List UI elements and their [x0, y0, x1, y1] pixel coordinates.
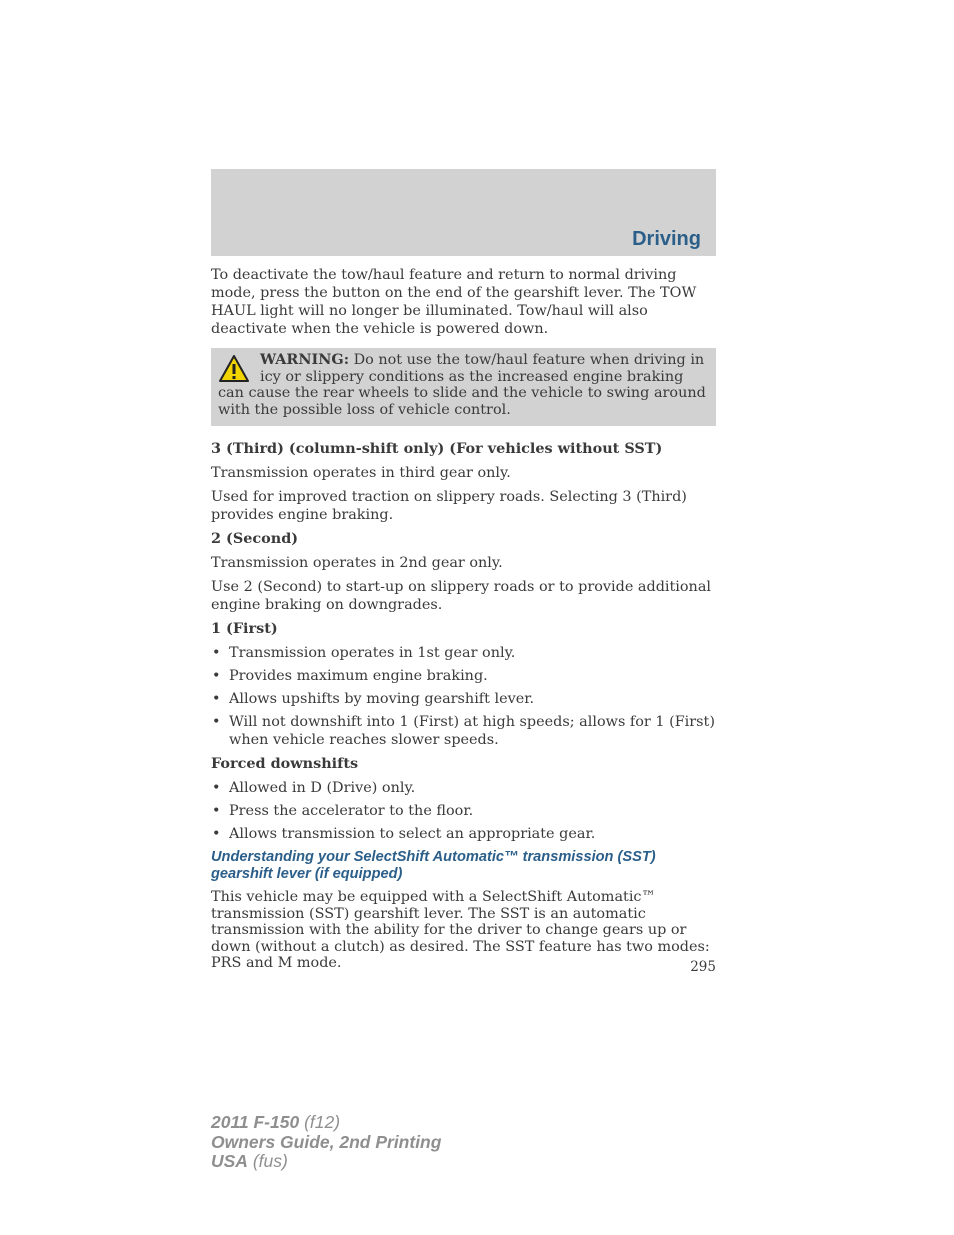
bullet-icon: • [212, 826, 221, 842]
sst-section-heading: Understanding your SelectShift Automatic™ transmission (SST) gearshift lever (if equipped) [211, 849, 656, 882]
forced-downshifts-heading: Forced downshifts [211, 755, 359, 772]
warning-label: WARNING: [260, 351, 350, 368]
bullet-icon: • [212, 691, 221, 707]
page-content [211, 266, 716, 978]
bullet-icon: • [212, 645, 221, 661]
warning-triangle-icon [218, 354, 250, 384]
footer-imprint [211, 1113, 441, 1172]
footer-line-market: USA (fus) [211, 1151, 288, 1171]
bullet-icon: • [212, 668, 221, 684]
list-item: • Allows transmission to select an appropriate gear. [212, 826, 596, 842]
first-gear-list [211, 644, 716, 749]
section-title: Driving [632, 228, 701, 250]
bullet-icon: • [212, 714, 221, 730]
footer-line-guide: Owners Guide, 2nd Printing [211, 1131, 442, 1152]
forced-downshifts-list [211, 779, 716, 843]
list-item: • Allows upshifts by moving gearshift lever. [212, 691, 535, 707]
section-header-band [211, 169, 716, 256]
bullet-icon: • [212, 780, 221, 796]
sst-paragraph: This vehicle may be equipped with a SelectShift Automatic™ transmission (SST) gearshift lever. The SST is an automatic transmission with the ability for the driver to change gears up or down (without a clutch) as desired. The SST feature has two modes: PRS and M mode. [211, 889, 710, 971]
footer-line-model: 2011 F-150 (f12) [211, 1112, 341, 1132]
list-item: • Will not downshift into 1 (First) at high speeds; allows for 1 (First) when vehicle reaches slower speeds. [212, 714, 715, 748]
first-gear-heading: 1 (First) [211, 620, 278, 637]
warning-text: Do not use the tow/haul feature when driving in icy or slippery conditions as the increased engine braking can cause the rear wheels to slide and the vehicle to swing around with the possible loss of vehicle control. [218, 352, 706, 418]
intro-paragraph: To deactivate the tow/haul feature and return to normal driving mode, press the button on the end of the gearshift lever. The TOW HAUL light will no longer be illuminated. Tow/haul will also deactivate when the vehicle is powered down. [211, 267, 697, 337]
warning-box [211, 348, 716, 426]
second-gear-p2: Use 2 (Second) to start-up on slippery roads or to provide additional engine braking on downgrades. [211, 579, 712, 613]
bullet-icon: • [212, 803, 221, 819]
third-gear-p1: Transmission operates in third gear only. [211, 465, 511, 481]
second-gear-p1: Transmission operates in 2nd gear only. [211, 555, 503, 571]
second-gear-heading: 2 (Second) [211, 530, 299, 547]
third-gear-p2: Used for improved traction on slippery roads. Selecting 3 (Third) provides engine braking. [211, 489, 687, 523]
list-item: • Provides maximum engine braking. [212, 668, 488, 684]
third-gear-heading: 3 (Third) (column-shift only) (For vehicles without SST) [211, 440, 663, 457]
list-item: • Press the accelerator to the floor. [212, 803, 474, 819]
page-number: 295 [690, 959, 716, 975]
list-item: • Allowed in D (Drive) only. [212, 780, 416, 796]
list-item: • Transmission operates in 1st gear only. [212, 645, 516, 661]
